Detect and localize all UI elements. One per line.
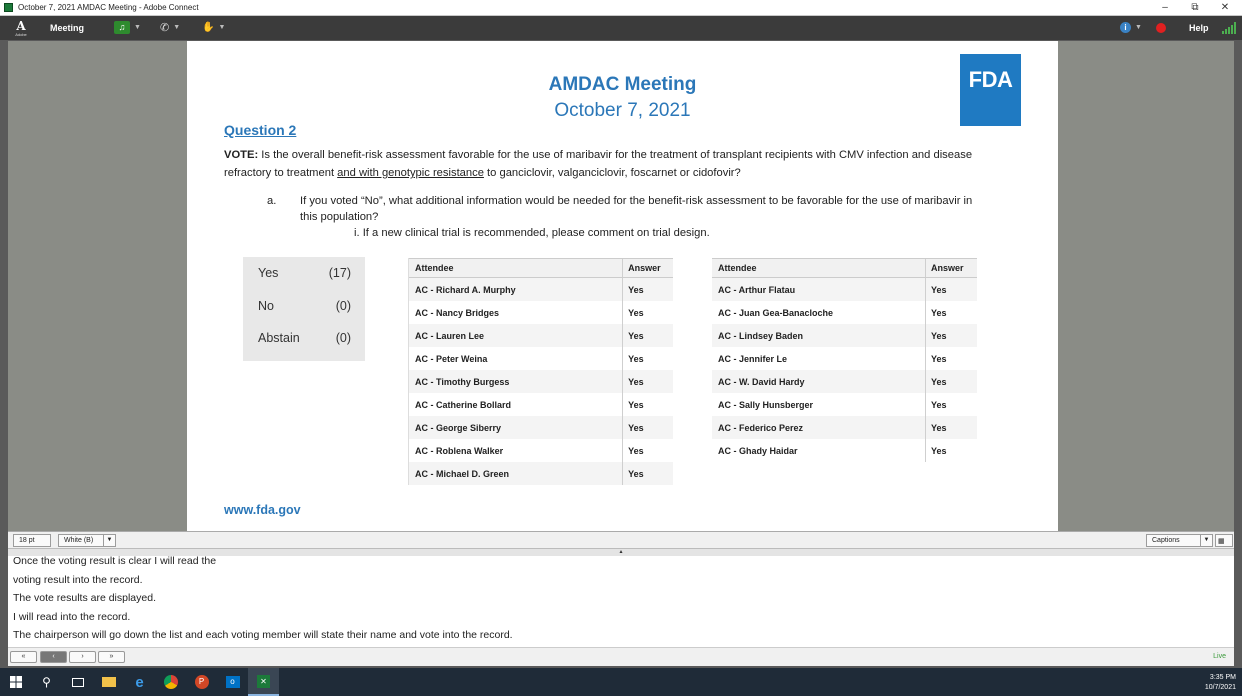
vote-question (224, 146, 1014, 182)
attendee-answer: Yes (931, 399, 947, 410)
attendee-name: AC - Federico Perez (712, 416, 926, 439)
info-button[interactable] (1120, 19, 1142, 36)
vote-label: VOTE: (224, 149, 259, 161)
font-size-select[interactable] (13, 534, 51, 547)
adobe-connect-icon: ✕ (257, 675, 270, 688)
table-row (712, 393, 977, 416)
minimize-icon[interactable]: – (1162, 2, 1168, 13)
chevron-down-icon[interactable]: ▼ (1200, 535, 1212, 546)
table-row (409, 462, 673, 485)
connect-menubar (0, 16, 1242, 40)
vote-text-part1: Is the overall benefit-risk assessment favorable for the use of maribavir for the treatment of transplant recipients with CMV infection and disease refractory to treatment (224, 149, 973, 179)
adobe-logo: A Adobe (15, 18, 27, 37)
captions-mode-value: Captions (1152, 537, 1180, 544)
attendee-name: AC - Catherine Bollard (409, 393, 623, 416)
tally-row-yes (258, 266, 351, 299)
tally-count: (0) (335, 331, 351, 345)
resize-handle[interactable]: ▴ (8, 549, 1234, 556)
table-row (409, 416, 673, 439)
attendee-name: AC - Sally Hunsberger (712, 393, 926, 416)
record-icon (1156, 23, 1166, 33)
caption-line: I will read into the record. (13, 610, 131, 623)
help-menu[interactable]: Help (1189, 22, 1209, 33)
phone-button[interactable] (160, 19, 180, 36)
recording-indicator[interactable] (1156, 19, 1166, 36)
outlook-button[interactable] (217, 668, 248, 696)
window-titlebar (0, 0, 1242, 16)
slide-date: October 7, 2021 (554, 100, 691, 121)
meeting-menu[interactable]: Meeting (50, 23, 85, 33)
attendee-answer: Yes (931, 422, 947, 433)
table-row (409, 439, 673, 462)
chrome-button[interactable] (155, 668, 186, 696)
attendee-answer: Yes (628, 422, 644, 433)
speaker-icon: ♫ (114, 21, 130, 34)
start-button[interactable] (0, 668, 31, 696)
attendee-answer: Yes (931, 376, 947, 387)
tally-row-abstain (258, 331, 351, 364)
tally-label: No (258, 298, 274, 313)
attendee-name: AC - George Siberry (409, 416, 623, 439)
tally-label: Abstain (258, 331, 300, 345)
attendee-name: AC - Lindsey Baden (712, 324, 926, 347)
attendee-name: AC - Lauren Lee (409, 324, 623, 347)
windows-taskbar (0, 668, 1242, 696)
info-icon: i (1120, 22, 1131, 33)
vote-table-left (408, 258, 673, 485)
attendee-answer: Yes (931, 330, 947, 341)
edge-button[interactable] (124, 668, 155, 696)
tally-count: (17) (328, 266, 351, 280)
table-row (712, 278, 977, 301)
tally-row-no (258, 299, 351, 332)
task-view-icon (72, 678, 84, 687)
previous-page-button[interactable]: ‹ (40, 651, 67, 663)
chevron-down-icon[interactable]: ▼ (173, 24, 181, 31)
chrome-icon (164, 675, 178, 689)
caption-line: Once the voting result is clear I will read the (13, 556, 217, 567)
table-header (712, 258, 977, 278)
fda-logo: FDA (960, 54, 1021, 126)
hand-icon: ✋ (202, 22, 215, 33)
tally-count: (0) (335, 298, 351, 313)
sub-question-i: i. If a new clinical trial is recommended, please comment on trial design. (354, 227, 710, 239)
tally-label: Yes (258, 266, 279, 280)
attendee-answer: Yes (628, 307, 644, 318)
clock-date: 10/7/2021 (1204, 684, 1236, 691)
attendee-name: AC - W. David Hardy (712, 370, 926, 393)
table-row (712, 370, 977, 393)
adobe-logo-label: Adobe (15, 31, 27, 37)
captions-transcript (8, 556, 1234, 648)
answer-column-header: Answer (628, 263, 661, 273)
vote-table-right (712, 258, 977, 462)
adobe-connect-app-icon (4, 3, 13, 12)
attendee-answer: Yes (628, 445, 644, 456)
captions-mode-select[interactable] (1146, 534, 1213, 547)
clock-time: 3:35 PM (1209, 674, 1236, 681)
attendee-answer: Yes (931, 284, 947, 295)
search-button[interactable] (31, 668, 62, 696)
connection-strength-icon (1222, 19, 1236, 36)
vote-text-part2: to ganciclovir, valganciclovir, foscarnet or cidofovir? (483, 167, 741, 179)
attendee-answer: Yes (628, 330, 644, 341)
attendee-column-header: Attendee (409, 259, 623, 277)
vote-underlined-text: and with genotypic resistance (337, 167, 484, 179)
table-row (409, 347, 673, 370)
table-row (712, 439, 977, 462)
task-view-button[interactable] (62, 668, 93, 696)
chevron-down-icon[interactable]: ▼ (103, 535, 115, 546)
attendee-answer: Yes (931, 445, 947, 456)
presentation-slide (187, 41, 1058, 531)
restore-icon[interactable]: ⧉ (1191, 2, 1199, 13)
attendee-name: AC - Nancy Bridges (409, 301, 623, 324)
pod-options-icon: ▦ (1218, 537, 1225, 545)
next-page-button[interactable]: › (69, 651, 96, 663)
table-row (712, 301, 977, 324)
powerpoint-icon: P (195, 675, 209, 689)
last-page-button[interactable]: » (98, 651, 125, 663)
attendee-name: AC - Michael D. Green (409, 462, 623, 485)
attendee-answer: Yes (628, 376, 644, 387)
attendee-name: AC - Jennifer Le (712, 347, 926, 370)
caption-line: The chairperson will go down the list and each voting member will state their name and vote into the record. (13, 629, 513, 641)
vote-tally (243, 257, 365, 361)
answer-column-header: Answer (931, 263, 964, 273)
phone-icon: ✆ (160, 22, 170, 34)
attendee-answer: Yes (628, 284, 644, 295)
table-row (712, 416, 977, 439)
captions-navigation (8, 647, 1234, 666)
attendee-name: AC - Roblena Walker (409, 439, 623, 462)
attendee-answer: Yes (931, 307, 947, 318)
table-row (409, 393, 673, 416)
sub-question-a-text: If you voted “No”, what additional information would be needed for the benefit-risk assessment to be favorable for the use of maribavir in this population? (300, 195, 973, 223)
attendee-name: AC - Richard A. Murphy (409, 278, 623, 301)
speaker-button[interactable] (114, 19, 141, 36)
search-icon: ⚲ (42, 675, 51, 689)
pod-options-button[interactable] (1215, 534, 1233, 547)
caption-line: The vote results are displayed. (13, 592, 156, 604)
color-scheme-value: White (B) (64, 537, 94, 544)
captions-toolbar (8, 531, 1234, 549)
powerpoint-button[interactable] (186, 668, 217, 696)
attendee-name: AC - Timothy Burgess (409, 370, 623, 393)
question-label: Question 2 (224, 122, 297, 138)
adobe-connect-taskbar-button[interactable] (248, 668, 279, 696)
caption-line: voting result into the record. (13, 573, 143, 586)
chevron-down-icon[interactable]: ▼ (218, 24, 226, 31)
window-title: October 7, 2021 AMDAC Meeting - Adobe Connect (18, 3, 199, 12)
attendee-name: AC - Juan Gea-Banacloche (712, 301, 926, 324)
attendee-name: AC - Peter Weina (409, 347, 623, 370)
table-row (409, 301, 673, 324)
slide-title: AMDAC Meeting (548, 74, 697, 95)
edge-icon: e (135, 673, 144, 691)
chevron-down-icon[interactable]: ▼ (134, 24, 141, 31)
close-icon[interactable]: ✕ (1220, 2, 1230, 13)
chevron-down-icon[interactable]: ▼ (1135, 24, 1142, 31)
attendee-name: AC - Ghady Haidar (712, 439, 926, 462)
live-indicator: Live (1213, 653, 1226, 660)
windows-icon (10, 676, 22, 688)
raise-hand-button[interactable] (202, 19, 225, 36)
attendee-answer: Yes (628, 399, 644, 410)
outlook-icon: o (226, 676, 240, 688)
attendee-answer: Yes (931, 353, 947, 364)
sub-question-a-marker: a. (267, 195, 277, 207)
table-header (409, 258, 673, 278)
attendee-column-header: Attendee (712, 259, 926, 277)
fda-website: www.fda.gov (224, 503, 301, 517)
attendee-name: AC - Arthur Flatau (712, 278, 926, 301)
table-row (409, 278, 673, 301)
color-scheme-select[interactable] (58, 534, 116, 547)
attendee-answer: Yes (628, 468, 644, 479)
table-row (712, 347, 977, 370)
folder-icon (102, 677, 116, 687)
file-explorer-button[interactable] (93, 668, 124, 696)
table-row (409, 370, 673, 393)
table-row (409, 324, 673, 347)
system-clock[interactable] (1205, 673, 1236, 693)
font-size-value: 18 pt (19, 537, 35, 544)
attendee-answer: Yes (628, 353, 644, 364)
table-row (712, 324, 977, 347)
first-page-button[interactable]: « (10, 651, 37, 663)
